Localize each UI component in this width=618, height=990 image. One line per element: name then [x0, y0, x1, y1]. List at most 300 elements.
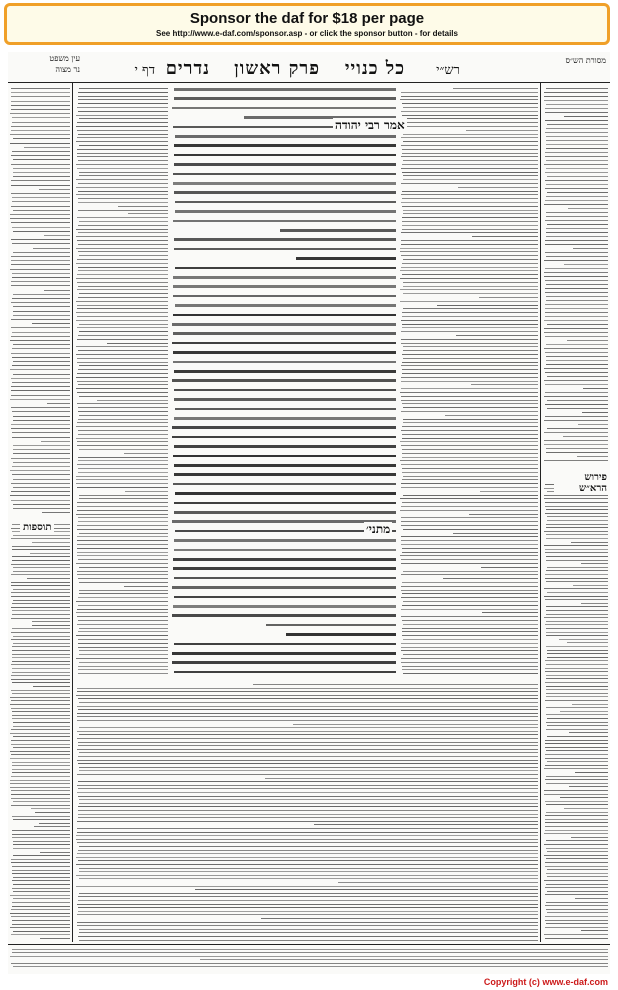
text-line: [544, 498, 608, 499]
text-line: [11, 264, 70, 265]
text-line: [11, 126, 70, 127]
text-line: [77, 914, 538, 915]
text-line: [546, 534, 608, 535]
text-line: [97, 400, 168, 401]
text-line: [76, 346, 168, 347]
text-line: [401, 400, 538, 401]
text-line: [567, 642, 608, 643]
text-line: [545, 624, 608, 625]
text-line: [13, 231, 70, 232]
text-line: [546, 621, 608, 622]
text-line: [544, 460, 608, 461]
text-line: [175, 267, 396, 270]
text-line: [40, 852, 70, 853]
text-line: [76, 141, 168, 142]
text-line: [79, 495, 168, 496]
text-line: [175, 492, 396, 495]
text-line: [12, 197, 70, 198]
text-line: [546, 776, 608, 777]
text-line: [401, 255, 538, 256]
text-line: [12, 646, 70, 647]
text-line: [79, 533, 168, 534]
text-line: [546, 675, 608, 676]
text-line: [11, 862, 70, 863]
text-line: [545, 352, 608, 353]
text-line: [402, 472, 538, 473]
text-line: [172, 107, 396, 110]
text-line: [77, 738, 538, 739]
rashi-commentary: [400, 86, 538, 676]
text-line: [403, 419, 538, 420]
text-line: [78, 907, 538, 908]
text-line: [13, 844, 71, 845]
text-line: [79, 175, 168, 176]
text-line: [402, 502, 538, 503]
text-line: [13, 966, 608, 967]
text-line: [546, 664, 608, 665]
text-line: [79, 331, 168, 332]
text-line: [77, 922, 538, 923]
text-line: [10, 470, 70, 471]
text-line: [546, 750, 608, 751]
text-line: [546, 160, 608, 161]
text-line: [11, 574, 70, 575]
text-line: [545, 392, 608, 393]
text-line: [546, 216, 608, 217]
text-line: [77, 792, 538, 793]
text-line: [76, 312, 168, 313]
text-line: [544, 420, 608, 421]
text-line: [403, 624, 538, 625]
text-line: [13, 344, 70, 345]
text-line: [41, 441, 70, 442]
text-line: [402, 468, 538, 469]
header-ein-mishpat: עין משפט: [49, 54, 80, 63]
text-line: [13, 508, 70, 509]
text-line: [10, 780, 70, 781]
text-line: [13, 445, 70, 446]
text-line: [78, 763, 538, 764]
text-line: [79, 878, 538, 879]
tosafot-column: [10, 522, 70, 942]
text-line: [78, 756, 538, 757]
text-line: [172, 661, 396, 664]
text-line: [544, 934, 608, 935]
text-line: [545, 312, 608, 313]
text-line: [77, 327, 168, 328]
text-line: [11, 618, 70, 619]
text-line: [402, 229, 538, 230]
text-line: [544, 617, 608, 618]
text-line: [78, 267, 168, 268]
text-line: [12, 556, 70, 557]
text-line: [547, 428, 608, 429]
text-line: [546, 884, 608, 885]
text-line: [583, 388, 608, 389]
text-line: [10, 134, 70, 135]
text-line: [546, 184, 608, 185]
text-line: [546, 693, 608, 694]
text-line: [77, 441, 168, 442]
text-line: [11, 256, 70, 257]
text-line: [545, 156, 608, 157]
text-line: [78, 647, 168, 648]
text-line: [12, 243, 70, 244]
text-line: [10, 269, 70, 270]
text-line: [401, 464, 538, 465]
text-line: [12, 866, 70, 867]
text-line: [124, 586, 168, 587]
text-line: [403, 673, 538, 674]
text-line: [401, 650, 538, 651]
text-line: [77, 571, 168, 572]
text-line: [401, 540, 538, 541]
text-line: [77, 153, 168, 154]
text-line: [11, 353, 70, 354]
text-line: [401, 96, 538, 97]
text-line: [545, 927, 608, 928]
text-line: [76, 179, 168, 180]
sponsor-details-link[interactable]: See http://www.e-daf.com/sponsor.asp - or click the sponsor button - for details: [156, 29, 458, 38]
text-line: [544, 100, 608, 101]
text-line: [77, 122, 168, 123]
text-line: [400, 289, 538, 290]
text-line: [12, 628, 70, 629]
text-line: [11, 500, 70, 501]
text-line: [12, 762, 70, 763]
text-line: [545, 754, 608, 755]
text-line: [560, 711, 608, 712]
text-line: [402, 605, 538, 606]
text-line: [403, 571, 538, 572]
text-line: [11, 744, 70, 745]
text-line: [403, 308, 538, 309]
text-line: [11, 378, 70, 379]
text-line: [401, 388, 538, 389]
text-line: [403, 654, 538, 655]
text-line: [77, 168, 168, 169]
rosh-heading: פירוש הרא״ש: [554, 472, 610, 494]
text-line: [546, 707, 608, 708]
text-line: [545, 765, 608, 766]
text-line: [545, 108, 608, 109]
text-line: [547, 567, 608, 568]
text-line: [544, 588, 608, 589]
text-line: [403, 286, 538, 287]
text-line: [403, 210, 538, 211]
text-line: [77, 381, 168, 382]
text-line: [544, 396, 608, 397]
text-line: [546, 256, 608, 257]
text-line: [402, 620, 538, 621]
text-line: [402, 453, 538, 454]
text-line: [10, 733, 70, 734]
text-line: [77, 609, 168, 610]
text-line: [78, 460, 168, 461]
header-perek-rishon: פרק ראשון: [234, 58, 320, 79]
text-line: [76, 695, 538, 696]
text-line: [11, 909, 70, 910]
text-line: [544, 545, 608, 546]
text-line: [77, 691, 538, 692]
text-line: [173, 351, 396, 354]
text-line: [261, 918, 538, 919]
text-line: [12, 920, 70, 921]
text-line: [13, 210, 70, 211]
text-line: [76, 658, 168, 659]
text-line: [12, 227, 70, 228]
text-line: [545, 552, 608, 553]
text-line: [78, 419, 168, 420]
text-line: [403, 141, 539, 142]
text-line: [582, 412, 608, 413]
text-line: [174, 389, 396, 392]
text-line: [76, 839, 538, 840]
text-line: [174, 417, 396, 420]
text-line: [546, 635, 608, 636]
text-line: [545, 578, 609, 579]
text-line: [11, 675, 70, 676]
text-line: [11, 754, 70, 755]
text-line: [545, 920, 608, 921]
text-line: [79, 846, 538, 847]
text-line: [403, 293, 538, 294]
text-line: [402, 552, 538, 553]
text-line: [78, 457, 168, 458]
text-line: [174, 473, 396, 476]
footer-notes: [10, 947, 608, 971]
page-header: [8, 52, 610, 82]
text-line: [545, 416, 608, 417]
header-rashi: רש״י: [436, 63, 460, 78]
text-line: [11, 963, 608, 964]
text-line: [77, 464, 168, 465]
text-line: [77, 555, 168, 556]
text-line: [403, 259, 538, 260]
text-line: [402, 373, 538, 374]
text-line: [11, 260, 70, 261]
text-line: [12, 654, 70, 655]
text-line: [403, 107, 538, 108]
text-line: [546, 228, 608, 229]
gemara-opening-words: אמר רבי יהודה: [335, 118, 405, 132]
text-line: [174, 502, 396, 505]
text-line: [466, 130, 538, 131]
text-line: [401, 586, 538, 587]
text-line: [13, 361, 70, 362]
text-line: [253, 684, 538, 685]
text-line: [401, 381, 538, 382]
text-line: [402, 274, 538, 275]
text-line: [545, 779, 608, 780]
text-line: [11, 336, 70, 337]
mesores-hashas-column: [544, 86, 608, 466]
text-line: [77, 149, 168, 150]
text-line: [544, 440, 608, 441]
text-line: [11, 101, 70, 102]
text-line: [402, 362, 538, 363]
text-line: [13, 462, 71, 463]
text-line: [173, 361, 396, 364]
text-line: [78, 198, 168, 199]
text-line: [545, 220, 608, 221]
text-line: [11, 790, 70, 791]
text-line: [546, 509, 608, 510]
text-line: [78, 698, 538, 699]
text-line: [546, 356, 608, 357]
header-kol-kinuyei: כל כנויי: [344, 58, 405, 79]
text-line: [402, 198, 538, 199]
text-line: [77, 358, 168, 359]
text-line: [11, 805, 70, 806]
text-line: [11, 607, 70, 608]
text-line: [547, 520, 608, 521]
text-line: [403, 175, 538, 176]
text-line: [79, 449, 168, 450]
text-line: [401, 122, 538, 123]
text-line: [13, 819, 70, 820]
text-line: [77, 282, 168, 283]
text-line: [544, 96, 608, 97]
text-line: [11, 934, 70, 935]
text-line: [546, 628, 608, 629]
text-line: [11, 130, 70, 131]
text-line: [546, 610, 608, 611]
text-line: [547, 400, 608, 401]
text-line: [11, 92, 70, 93]
text-line: [12, 432, 70, 433]
text-line: [559, 639, 608, 640]
text-line: [401, 145, 538, 146]
text-line: [13, 138, 70, 139]
text-line: [401, 563, 538, 564]
text-line: [13, 747, 70, 748]
text-line: [77, 713, 538, 714]
text-line: [79, 767, 538, 768]
text-line: [546, 840, 608, 841]
text-line: [546, 783, 608, 784]
text-line: [78, 936, 538, 937]
text-line: [79, 799, 538, 800]
text-line: [544, 276, 608, 277]
text-line: [569, 786, 608, 787]
text-line: [77, 616, 168, 617]
text-line: [564, 116, 608, 117]
header-ner-mitzvah: נר מצוה: [55, 65, 80, 74]
text-line: [546, 848, 608, 849]
text-line: [12, 834, 70, 835]
text-line: [11, 690, 70, 691]
text-line: [124, 453, 168, 454]
text-line: [544, 332, 608, 333]
text-line: [35, 812, 70, 813]
text-line: [547, 851, 608, 852]
text-line: [400, 460, 538, 461]
text-line: [174, 596, 396, 599]
text-line: [12, 711, 70, 712]
text-line: [78, 407, 168, 408]
text-line: [402, 548, 538, 549]
text-line: [76, 194, 168, 195]
text-line: [401, 609, 538, 610]
text-line: [174, 549, 396, 552]
text-line: [12, 949, 608, 950]
text-line: [402, 354, 538, 355]
text-line: [573, 585, 608, 586]
text-line: [401, 525, 538, 526]
text-line: [78, 643, 168, 644]
text-line: [76, 835, 538, 836]
text-line: [546, 646, 608, 647]
text-line: [12, 888, 70, 889]
text-line: [545, 280, 608, 281]
text-line: [47, 403, 70, 404]
text-line: [545, 506, 608, 507]
text-line: [545, 112, 608, 113]
text-line: [11, 96, 70, 97]
text-line: [174, 248, 396, 251]
text-line: [403, 358, 538, 359]
text-line: [76, 301, 168, 302]
text-line: [11, 105, 70, 106]
text-line: [545, 819, 608, 820]
text-line: [79, 221, 169, 222]
text-line: [401, 517, 538, 518]
sponsor-banner[interactable]: [4, 3, 610, 45]
text-line: [77, 821, 538, 822]
text-line: [11, 88, 70, 89]
text-line: [13, 315, 70, 316]
text-line: [280, 229, 396, 232]
text-line: [76, 483, 168, 484]
text-line: [402, 635, 538, 636]
text-line: [547, 761, 608, 762]
text-line: [546, 538, 608, 539]
text-line: [10, 704, 70, 705]
text-line: [402, 593, 538, 594]
text-line: [544, 880, 608, 881]
text-line: [12, 880, 70, 881]
text-line: [581, 930, 608, 931]
text-line: [76, 601, 168, 602]
text-line: [11, 798, 70, 799]
text-line: [471, 384, 538, 385]
text-line: [401, 616, 538, 617]
text-line: [401, 643, 538, 644]
text-line: [544, 368, 608, 369]
text-line: [13, 449, 70, 450]
text-line: [13, 589, 70, 590]
text-line: [78, 297, 168, 298]
text-line: [128, 213, 168, 214]
text-line: [12, 715, 70, 716]
copyright-link[interactable]: Copyright (c) www.e-daf.com: [483, 977, 608, 987]
text-line: [76, 476, 168, 477]
ein-mishpat-column: [10, 86, 70, 516]
text-line: [13, 567, 70, 568]
text-line: [79, 582, 168, 583]
text-line: [77, 525, 168, 526]
text-line: [78, 817, 538, 818]
text-line: [78, 468, 168, 469]
text-line: [401, 232, 538, 233]
text-line: [76, 479, 168, 480]
text-line: [13, 891, 70, 892]
text-line: [546, 858, 608, 859]
text-line: [77, 289, 168, 290]
text-line: [458, 187, 538, 188]
text-line: [172, 652, 396, 655]
